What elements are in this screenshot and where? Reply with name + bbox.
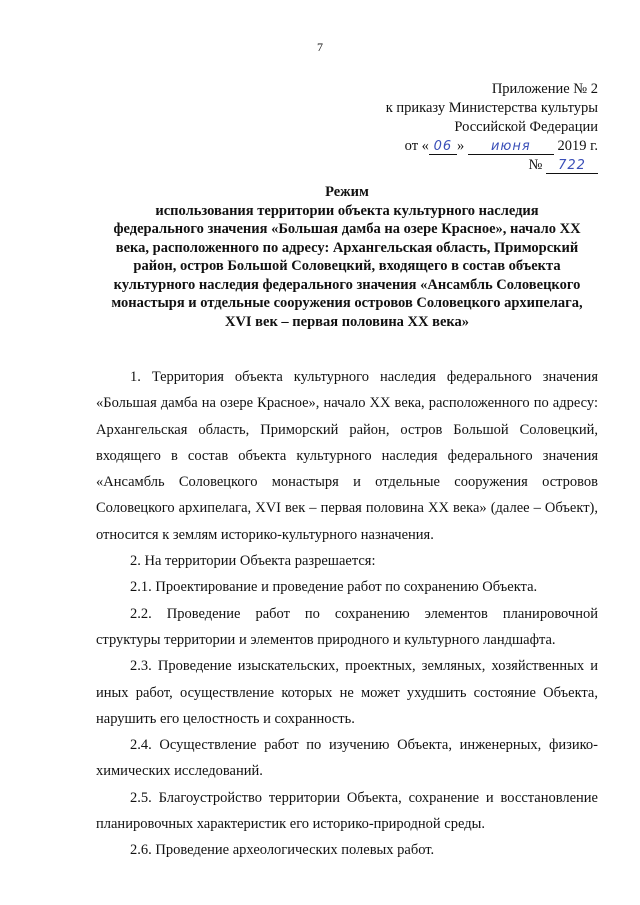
paragraph-1: 1. Территория объекта культурного наследия федерального значения «Большая дамба на озере Красное», начало XX века, расположенного по адресу: Архангельская область, Приморский район, остров Большой Соловецкий, входящего в состав объекта культурного наследия федерального значения «Ансамбль Соловецкого монастыря и отдельные сооружения островов Соловецкого архипелага, XVI век – первая половина XX века» (далее – Объект), относится к землям историко-культурного назначения.	[96, 369, 598, 543]
paragraph-2-3: 2.3. Проведение изыскательских, проектных, земляных, хозяйственных и иных работ, осуществление которых не может ухудшить состояние Объекта, нарушить его целостность и сохранность.	[96, 658, 598, 727]
number-prefix: №	[528, 157, 543, 173]
title-line: монастыря и отдельные сооружения островов Соловецкого архипелага,	[111, 295, 583, 311]
document-title	[96, 183, 598, 331]
title-line: использования территории объекта культурного наследия	[155, 202, 539, 219]
title-line: район, остров Большой Соловецкий, входящего в состав объекта	[133, 258, 561, 274]
date-month-handwritten: июня	[468, 140, 554, 155]
date-prefix: от «	[404, 138, 429, 154]
title-line: федерального значения «Большая дамба на озере Красное», начало XX	[113, 221, 581, 237]
title-line: XVI век – первая половина XX века»	[224, 313, 470, 330]
date-mid: »	[456, 138, 465, 154]
document-body	[96, 364, 598, 864]
paragraph-2: 2. На территории Объекта разрешается:	[130, 553, 376, 570]
appendix-ministry-line: Российской Федерации	[454, 119, 598, 135]
appendix-number-line	[278, 156, 598, 175]
paragraph-2-1: 2.1. Проектирование и проведение работ по сохранению Объекта.	[130, 579, 538, 596]
appendix-title: Приложение № 2	[491, 81, 598, 97]
paragraph-2-4: 2.4. Осуществление работ по изучению Объекта, инженерных, физико-химических исследований.	[96, 737, 598, 780]
appendix-date-line	[278, 137, 598, 156]
paragraph-2-2: 2.2. Проведение работ по сохранению элементов планировочной структуры территории и элементов природного и культурного ландшафта.	[96, 605, 598, 648]
page-number: 7	[317, 40, 323, 54]
title-line: культурного наследия федерального значения «Ансамбль Соловецкого	[113, 276, 581, 293]
number-handwritten: 722	[546, 159, 598, 174]
title-line: века, расположенного по адресу: Архангельская область, Приморский	[115, 239, 579, 256]
appendix-order-line: к приказу Министерства культуры	[385, 100, 598, 116]
date-day-handwritten: 06	[429, 140, 457, 155]
title-line: Режим	[325, 184, 369, 200]
appendix-header	[278, 80, 598, 175]
paragraph-2-5: 2.5. Благоустройство территории Объекта, сохранение и восстановление планировочных характеристик его историко-природной среды.	[96, 789, 598, 833]
date-year: 2019 г.	[557, 138, 598, 154]
paragraph-2-6: 2.6. Проведение археологических полевых работ.	[130, 842, 435, 859]
